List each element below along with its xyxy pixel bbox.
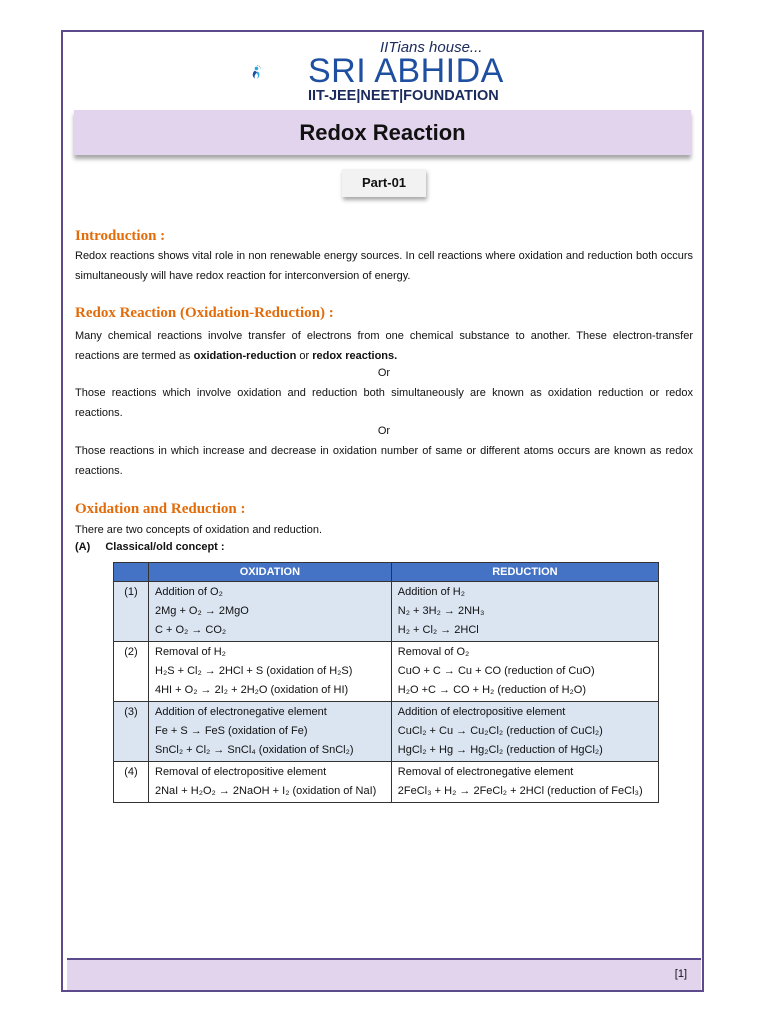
cell-line: Addition of electropositive element [397, 706, 566, 718]
title-banner [74, 110, 691, 155]
footer-bar [67, 958, 701, 990]
cell-line: HgCl₂ + Hg → Hg₂Cl₂ (reduction of HgCl₂) [397, 744, 603, 756]
oxidation-cell [149, 762, 392, 803]
cell-line: CuO + C → Cu + CO (reduction of CuO) [397, 665, 595, 677]
logo-tagline: IITians house... [380, 39, 483, 56]
cell-line: Removal of electropositive element [155, 766, 327, 778]
table-row [114, 762, 659, 803]
cell-line: H₂O +C → CO + H₂ (reduction of H₂O) [397, 684, 587, 696]
row-number: (4) [114, 762, 149, 803]
logo-subtitle: IIT-JEE|NEET|FOUNDATION [308, 88, 499, 104]
page-number: [1] [674, 968, 687, 980]
redox-paragraph-1 [75, 327, 693, 366]
cell-line: CuCl₂ + Cu → Cu₂Cl₂ (reduction of CuCl₂) [397, 725, 603, 737]
concept-letter: (A) [75, 541, 91, 553]
intro-paragraph: Redox reactions shows vital role in non renewable energy sources. In cell reactions where oxidation and reduction both occurs simultaneously will have redox reaction for interconversion of energy. [75, 250, 693, 282]
cell-line: Addition of H₂ [397, 586, 466, 598]
row-number: (2) [114, 642, 149, 702]
cell-line: 4HI + O₂ → 2I₂ + 2H₂O (oxidation of HI) [155, 684, 349, 696]
intro-heading: Introduction : [75, 228, 166, 244]
table-header-oxidation: OXIDATION [149, 563, 392, 582]
oxidation-cell [149, 702, 392, 762]
reduction-cell [391, 762, 658, 803]
table-header-row [114, 563, 659, 582]
cell-line: 2Mg + O₂ → 2MgO [155, 605, 249, 617]
logo-name: SRI ABHIDA [308, 52, 504, 90]
redox-paragraph-2: Those reactions which involve oxidation and reduction both simultaneously are known as oxidation reduction or redox reactions. [75, 387, 693, 419]
redox-or-word: or [296, 349, 313, 362]
page-title: Redox Reaction [299, 120, 466, 145]
table-row [114, 582, 659, 642]
table-row [114, 702, 659, 762]
cell-line: Addition of electronegative element [155, 706, 327, 718]
oxred-heading: Oxidation and Reduction : [75, 501, 246, 517]
concept-label [75, 541, 225, 553]
reduction-cell [391, 642, 658, 702]
table-header-blank [114, 563, 149, 582]
cell-line: Removal of electronegative element [397, 766, 574, 778]
oxidation-cell [149, 642, 392, 702]
oxidation-cell [149, 582, 392, 642]
or-separator-1: Or [377, 367, 391, 379]
redox-bold-1: oxidation-reduction [193, 349, 297, 362]
cell-line: H₂S + Cl₂ → 2HCl + S (oxidation of H₂S) [155, 665, 353, 677]
cell-line: 2NaI + H₂O₂ → 2NaOH + I₂ (oxidation of NaI) [155, 785, 377, 797]
cell-line: H₂ + Cl₂ → 2HCl [397, 624, 479, 636]
table-header-reduction: REDUCTION [391, 563, 658, 582]
oxidation-reduction-table [113, 562, 659, 803]
reduction-cell [391, 582, 658, 642]
cell-line: Removal of H₂ [155, 646, 226, 658]
concept-title: Classical/old concept : [105, 541, 225, 553]
cell-line: SnCl₂ + Cl₂ → SnCl₄ (oxidation of SnCl₂) [155, 744, 354, 756]
cell-line: N₂ + 3H₂ → 2NH₃ [397, 605, 485, 617]
row-number: (1) [114, 582, 149, 642]
cell-line: Addition of O₂ [155, 586, 223, 598]
oxred-paragraph: There are two concepts of oxidation and reduction. [75, 524, 323, 536]
cell-line: 2FeCl₃ + H₂ → 2FeCl₂ + 2HCl (reduction of FeCl₃) [397, 785, 643, 797]
reduction-cell [391, 702, 658, 762]
part-label: Part-01 [342, 169, 426, 197]
redox-bold-2: redox reactions. [312, 349, 398, 362]
cell-line: C + O₂ → CO₂ [155, 624, 227, 636]
sri-abhida-logo-icon [250, 36, 310, 108]
or-separator-2: Or [377, 425, 391, 437]
redox-paragraph-3: Those reactions in which increase and decrease in oxidation number of same or different atoms occurs are known as redox reactions. [75, 445, 693, 477]
redox-text-a: Many chemical reactions involve transfer of electrons from one chemical substance to another. These electron-transfer reactions are termed as [75, 330, 693, 362]
cell-line: Removal of O₂ [397, 646, 470, 658]
redox-heading: Redox Reaction (Oxidation-Reduction) : [75, 305, 334, 321]
table-row [114, 642, 659, 702]
row-number: (3) [114, 702, 149, 762]
cell-line: Fe + S → FeS (oxidation of Fe) [155, 725, 308, 737]
